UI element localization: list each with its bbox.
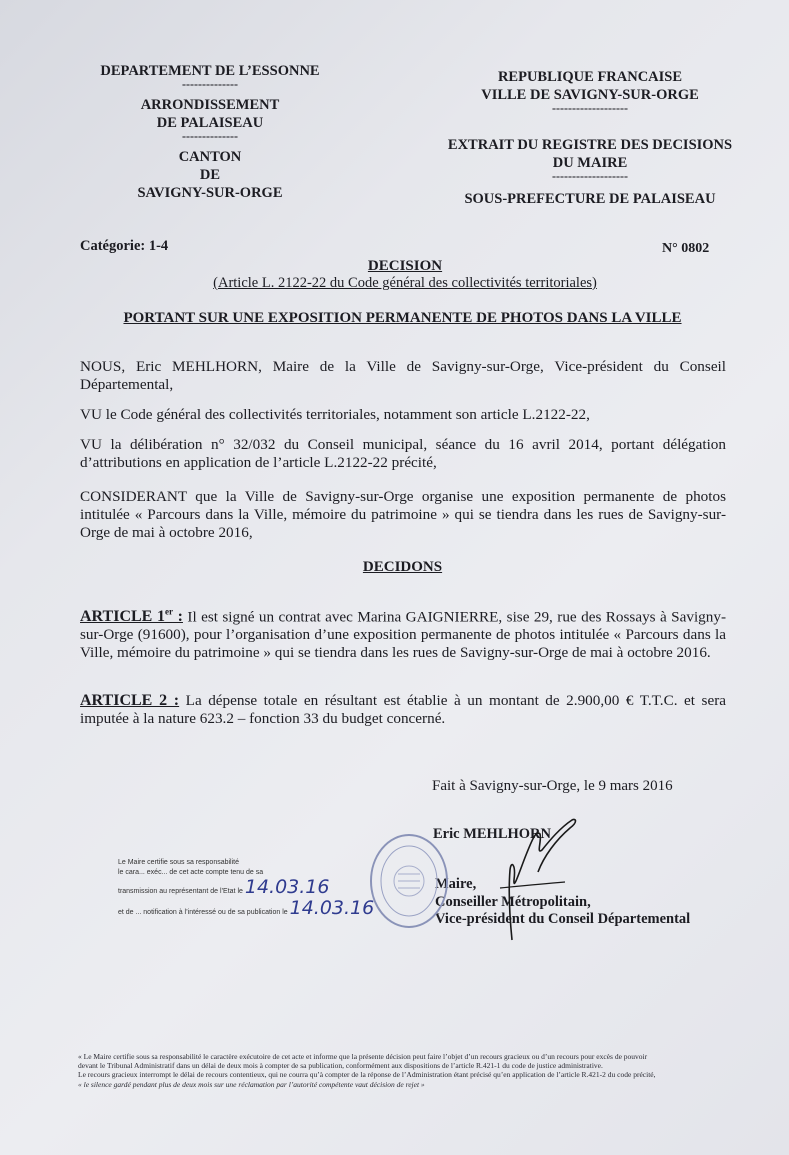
- arrondissement-name: DE PALAISEAU: [156, 115, 264, 131]
- decidons-heading: DECIDONS: [362, 559, 443, 575]
- handwritten-date-publication: 14.03.16: [289, 897, 375, 919]
- separator: --------------: [182, 129, 238, 143]
- footer-line-3: Le recours gracieux interrompt le délai de recours contentieux, qui ne courra qu’à compter de la réponse de l’Administration étant précisé qu’en application de l’article R.421-2 du code précité,: [78, 1070, 656, 1080]
- certification-line-1: Le Maire certifie sous sa responsabilité: [118, 859, 240, 866]
- separator: --------------: [182, 77, 238, 91]
- certification-line-4-text: et de ... notification à l’intéressé ou de sa publication le: [118, 909, 288, 916]
- article-1-label-text: ARTICLE 1: [80, 608, 165, 626]
- article-1-sup: er: [164, 607, 173, 617]
- footer-line-4: « le silence gardé pendant plus de deux mois sur une réclamation par l’autorité compétente vaut décision de rejet »: [78, 1079, 425, 1089]
- arrondissement-label: ARRONDISSEMENT: [140, 97, 280, 113]
- register-subtitle: DU MAIRE: [552, 155, 628, 171]
- decision-title: DECISION: [367, 258, 443, 274]
- certification-line-3-text: transmission au représentant de l’Etat le: [118, 888, 243, 895]
- footer-line-1: « Le Maire certifie sous sa responsabilité le caractère exécutoire de cet acte et informe que la présente décision peut faire l’objet d’un recours gracieux ou d’un recours pour excès de pouvoir: [78, 1052, 648, 1061]
- republic-label: REPUBLIQUE FRANCAISE: [497, 69, 683, 85]
- article-2-label: ARTICLE 2 :: [80, 692, 180, 709]
- canton-label: CANTON: [178, 149, 242, 165]
- article-1-colon: :: [172, 608, 183, 626]
- decision-number: N° 0802: [662, 241, 710, 256]
- handwritten-date-transmission: 14.03.16: [244, 876, 330, 898]
- paragraph-vu-deliberation: VU la délibération n° 32/032 du Conseil municipal, séance du 16 avril 2014, portant délégation d’attributions en application de l’article L.2122-22 précité,: [80, 436, 726, 471]
- role-mayor: Maire,: [435, 876, 477, 892]
- legal-footer: [78, 1052, 743, 1089]
- register-title: EXTRAIT DU REGISTRE DES DECISIONS: [447, 137, 733, 153]
- article-reference: (Article L. 2122-22 du Code général des collectivités territoriales): [213, 275, 597, 291]
- city-label: VILLE DE SAVIGNY-SUR-ORGE: [481, 87, 699, 103]
- paragraph-nous: NOUS, Eric MEHLHORN, Maire de la Ville de Savigny-sur-Orge, Vice-président du Conseil Départemental,: [80, 358, 726, 393]
- signatory-name: Eric MEHLHORN: [433, 826, 552, 842]
- department-name: DEPARTEMENT DE L’ESSONNE: [100, 63, 320, 79]
- header-right: [430, 68, 750, 208]
- paragraph-vu-code: VU le Code général des collectivités territoriales, notamment son article L.2122-22,: [80, 406, 590, 423]
- role-vice-president: Vice-président du Conseil Départemental: [435, 911, 691, 927]
- handwritten-signature: [480, 800, 590, 950]
- paragraph-considerant: CONSIDERANT que la Ville de Savigny-sur-Orge organise une exposition permanente de photos intitulée « Parcours dans la Ville, mémoire du patrimoine » qui se tiendra dans les rues de Savigny-sur-Orge de mai à octobre 2016,: [80, 488, 726, 541]
- certification-line-2: le cara... exéc... de cet acte compte tenu de sa: [118, 869, 264, 876]
- header-left: [70, 62, 350, 202]
- place-date: Fait à Savigny-sur-Orge, le 9 mars 2016: [432, 778, 673, 794]
- separator: -------------------: [552, 169, 628, 183]
- role-metropolitan: Conseiller Métropolitain,: [435, 893, 591, 910]
- canton-name: SAVIGNY-SUR-ORGE: [137, 185, 283, 201]
- article-1-label: [80, 608, 183, 625]
- certification-block: [118, 858, 418, 921]
- certification-line-4: [118, 897, 418, 921]
- canton-de: DE: [199, 167, 221, 183]
- separator: -------------------: [552, 101, 628, 115]
- article-2-text: La dépense totale en résultant est établie à un montant de 2.900,00 € T.T.C. et sera imputée à la nature 623.2 – fonction 33 du budget concerné.: [80, 692, 726, 727]
- decision-subject: PORTANT SUR UNE EXPOSITION PERMANENTE DE PHOTOS DANS LA VILLE: [123, 310, 682, 326]
- category: Catégorie: 1-4: [80, 238, 169, 254]
- sub-prefecture: SOUS-PREFECTURE DE PALAISEAU: [464, 191, 716, 207]
- article-1: [80, 603, 726, 662]
- article-2: [80, 692, 726, 728]
- footer-line-2: devant le Tribunal Administratif dans un délai de deux mois à compter de sa publication, conformément aux dispositions de l’article R.421-1 du code de justice administrative.: [78, 1061, 603, 1071]
- article-1-text: Il est signé un contrat avec Marina GAIGNIERRE, sise 29, rue des Rossays à Savigny-sur-Orge (91600), pour l’organisation d’une exposition permanente de photos intitulée « Parcours dans la Ville, mémoire du patrimoine » qui se tiendra dans les rues de Savigny-sur-Orge de mai à octobre 2016.: [80, 608, 727, 662]
